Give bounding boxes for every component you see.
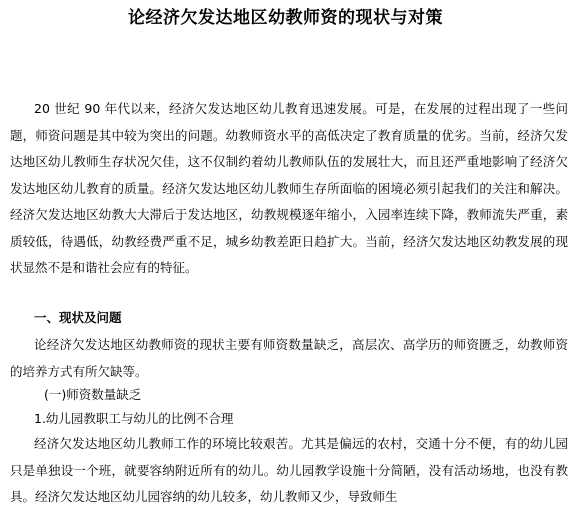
document-title: 论经济欠发达地区幼教师资的现状与对策 [128,8,443,28]
intro-paragraph: 20 世纪 90 年代以来，经济欠发达地区幼儿教育迅速发展。可是，在发展的过程出现了一些问题，师资问题是其中较为突出的问题。幼教师资水平的高低决定了教育质量的优劣。当前，经济欠发达地区幼儿教师生存状况欠佳，这不仅制约着幼儿教师队伍的发展壮大，而且还严重地影响了经济欠发达地区幼儿教育的质量。经济欠发达地区幼儿教师生存所面临的困境必须引起我们的关注和解决。经济欠发达地区幼教大大滞后于发达地区，幼教规模逐年缩小，入园率连续下降，教师流失严重，素质较低，待遇低，幼教经费严重不足，城乡幼教差距日趋扩大。当前，经济欠发达地区幼教发展的现状显然不是和谐社会应有的特征。 [10,101,568,275]
subsection-heading: (一)师资数量缺乏 [44,387,142,402]
item-heading: 1.幼儿园教职工与幼儿的比例不合理 [34,411,234,426]
section-heading: 一、现状及问题 [34,310,122,325]
item-paragraph: 经济欠发达地区幼儿教师工作的环境比较艰苦。尤其是偏远的农村，交通十分不便，有的幼儿园只是单独设一个班，就要容纳附近所有的幼儿。幼儿园教学设施十分简陋，没有活动场地，也没有教具。经济欠发达地区幼儿园容纳的幼儿较多，幼儿教师又少，导致师生 [10,436,568,504]
section-paragraph: 论经济欠发达地区幼教师资的现状主要有师资数量缺乏，高层次、高学历的师资匮乏，幼教师资的培养方式有所欠缺等。 [10,337,568,379]
